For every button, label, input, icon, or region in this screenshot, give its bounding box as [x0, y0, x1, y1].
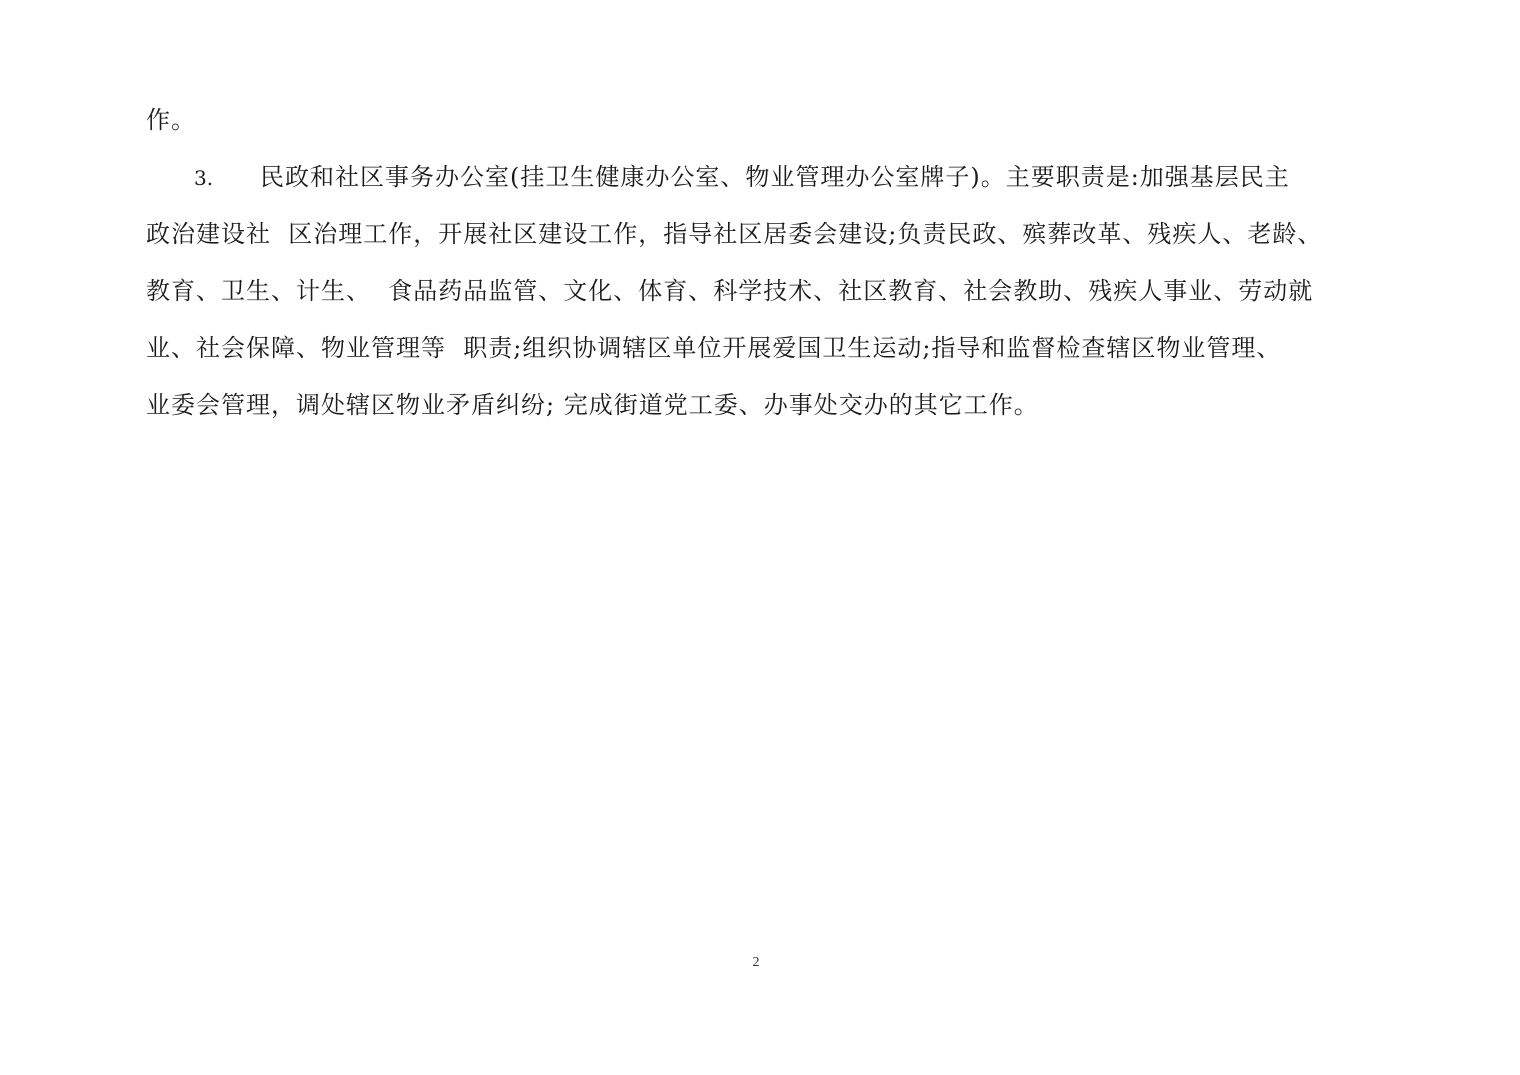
- text-line: 民政和社区事务办公室(挂卫生健康办公室、物业管理办公室牌子)。主要职责是:加强基层民主: [260, 163, 1290, 191]
- text-line: 业委会管理，调处辖区物业矛盾纠纷; 完成街道党工委、办事处交办的其它工作。: [146, 391, 1039, 419]
- numbered-paragraph-first-line: [146, 162, 1290, 193]
- item-number: 3.: [194, 166, 214, 190]
- text-line: 教育、卫生、计生、 食品药品监管、文化、体育、科学技术、社区教育、社会教助、残疾人事业、劳动就: [146, 277, 1314, 305]
- text-line: 业、社会保障、物业管理等 职责;组织协调辖区单位开展爱国卫生运动;指导和监督检查辖区物业管理、: [146, 334, 1282, 362]
- text-line-continuation: 作。: [146, 106, 196, 134]
- text-line: 政治建设社 区治理工作，开展社区建设工作，指导社区居委会建设;负责民政、殡葬改革、残疾人、老龄、: [146, 220, 1323, 248]
- page-number: 2: [752, 955, 760, 970]
